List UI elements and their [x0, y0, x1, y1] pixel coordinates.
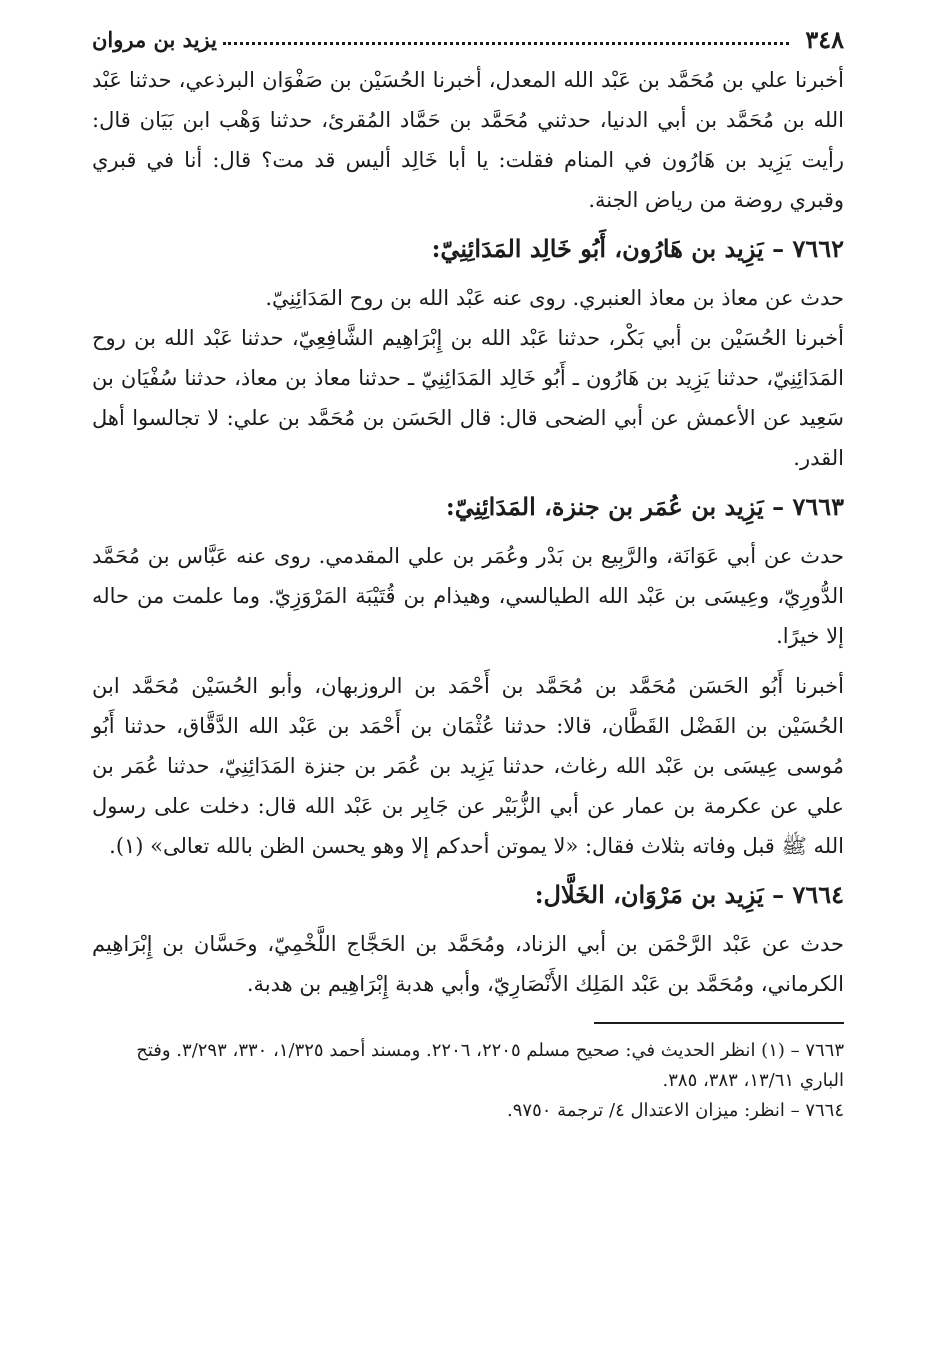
page-number: ٣٤٨ — [805, 24, 844, 54]
entry-heading-7663: ٧٦٦٣ – يَزِيد بن عُمَر بن جنزة، المَدَائِنِيّ: — [445, 492, 844, 521]
page-header — [92, 18, 844, 60]
paragraph-7663-isnad: أخبرنا أَبُو الحَسَن مُحَمَّد بن مُحَمَّد بن أَحْمَد بن الروزبهان، وأبو الحُسَيْن مُحَمَّد ابن الحُسَيْن بن الفَضْل القَطَّان، قالا: حدثنا عُثْمَان بن أَحْمَد بن عَبْد الله الدَّقَّاق، حدثنا أَبُو مُوسى عِيسَى بن عَبْد الله رغاث، حدثنا يَزِيد بن عُمَر بن جنزة المَدَائِنِيّ، حدثنا عُمَر بن علي عن عكرمة بن عمار عن أبي الزُّبَيْر عن جَابِر بن عَبْد الله قال: دخلت على رسول الله ﷺ قبل وفاته بثلاث فقال: «لا يموتن أحدكم إلا وهو يحسن الظن بالله تعالى» (١). — [92, 674, 844, 858]
running-title: يزيد بن مروان — [92, 26, 217, 52]
paragraph-7662-bio: حدث عن معاذ بن معاذ العنبري. روى عنه عَبْد الله بن روح المَدَائِنِيّ. — [265, 286, 844, 310]
footnote-separator — [594, 1022, 844, 1024]
footnote-7664: ٧٦٦٤ – انظر: ميزان الاعتدال ٤/ ترجمة ٩٧٥٠. — [507, 1100, 844, 1121]
paragraph-continuation: أخبرنا علي بن مُحَمَّد بن عَبْد الله المعدل، أخبرنا الحُسَيْن بن صَفْوَان البرذعي، حدثنا عَبْد الله بن مُحَمَّد بن أبي الدنيا، حدثني مُحَمَّد بن حَمَّاد المُقرئ، حدثنا وَهْب ابن بَيَان قال: رأيت يَزِيد بن هَارُون في المنام فقلت: يا أبا خَالِد أليس قد مت؟ قال: أنا في قبري وقبري روضة من رياض الجنة. — [92, 68, 844, 212]
header-dot-leader — [223, 42, 789, 45]
paragraph-7663-bio: حدث عن أبي عَوَانَة، والرَّبِيع بن بَدْر وعُمَر بن علي المقدمي. روى عنه عَبَّاس بن مُحَمَّد الدُّورِيّ، وعِيسَى بن عَبْد الله الطيالسي، وهيذام بن قُتَيْبَة المَرْوَزِيّ. وما علمت من حاله إلا خيرًا. — [92, 544, 844, 648]
paragraph-7662-isnad: أخبرنا الحُسَيْن بن أبي بَكْر، حدثنا عَبْد الله بن إِبْرَاهِيم الشَّافِعِيّ، حدثنا عَبْد الله بن روح المَدَائِنِيّ، حدثنا يَزِيد بن هَارُون ـ أَبُو خَالِد المَدَائِنِيّ ـ حدثنا معاذ بن معاذ، حدثنا سُفْيَان بن سَعِيد عن الأعمش عن أبي الضحى قال: قال الحَسَن بن مُحَمَّد بن علي: لا تجالسوا أهل القدر. — [92, 326, 844, 470]
entry-heading-7664: ٧٦٦٤ – يَزِيد بن مَرْوَان، الخَلَّال: — [534, 880, 844, 909]
paragraph-7664-bio: حدث عن عَبْد الرَّحْمَن بن أبي الزناد، ومُحَمَّد بن الحَجَّاج اللَّخْمِيّ، وحَسَّان بن إِبْرَاهِيم الكرماني، ومُحَمَّد بن عَبْد المَلِك الأَنْصَارِيّ، وأبي هدبة إِبْرَاهِيم بن هدبة. — [92, 932, 844, 996]
footnote-7663: ٧٦٦٣ – (١) انظر الحديث في: صحيح مسلم ٢٢٠٥، ٢٢٠٦. ومسند أحمد ١/٣٢٥، ٣٣٠، ٣/٢٩٣. وفتح الباري ١٣/٦١، ٣٨٣، ٣٨٥. — [136, 1040, 844, 1091]
entry-heading-7662: ٧٦٦٢ – يَزِيد بن هَارُون، أَبُو خَالِد المَدَائِنِيّ: — [431, 234, 844, 263]
book-page — [92, 18, 844, 1126]
